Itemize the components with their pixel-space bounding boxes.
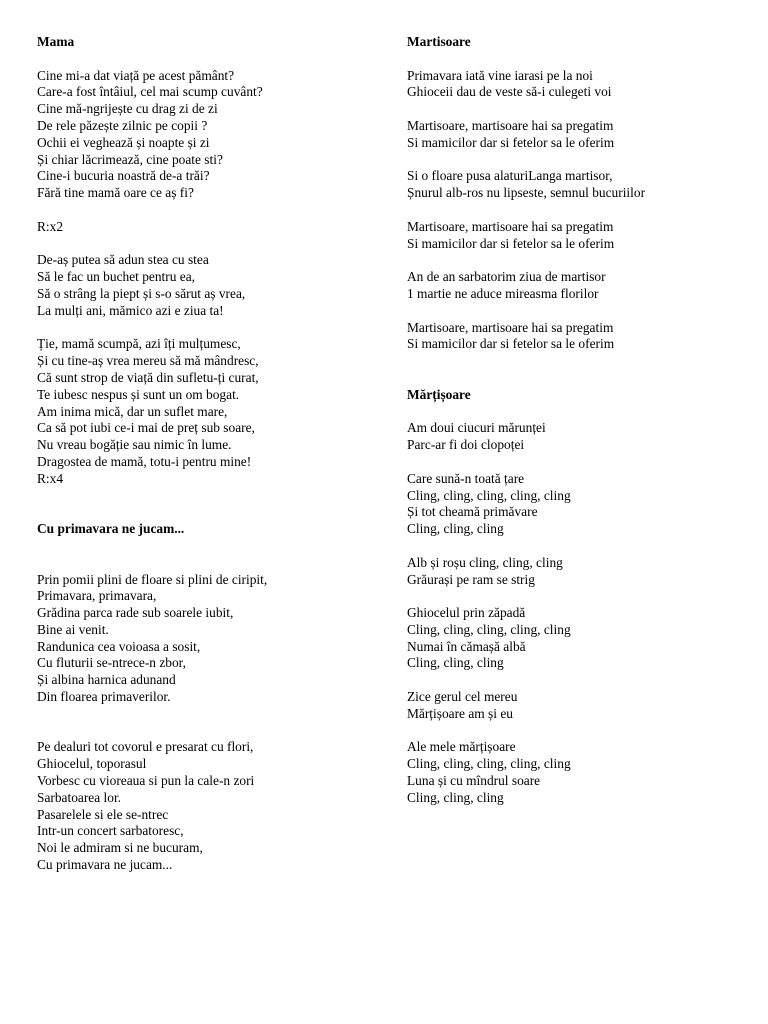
martisoare2-stanza: [407, 420, 752, 454]
poem-line: Parc-ar fi doi clopoței: [407, 437, 525, 453]
poem-title-primavara: Cu primavara ne jucam...: [37, 521, 185, 537]
poem-line: Am doui ciucuri mărunței: [407, 420, 546, 436]
martisoare-stanza: [407, 168, 752, 202]
poem-line: La mulți ani, mămico azi e ziua ta!: [37, 302, 224, 318]
poem-line: Și cu tine-aș vrea mereu să mă mândresc,: [37, 353, 259, 369]
martisoare-stanza: [407, 320, 752, 354]
poem-line: Nu vreau bogăție sau nimic în lume.: [37, 437, 232, 453]
poem-line: Intr-un concert sarbatoresc,: [37, 823, 184, 839]
poem-line: Grăurași pe ram se strig: [407, 571, 535, 587]
mama-stanza-3: [37, 336, 382, 487]
poem-line: Zice gerul cel mereu: [407, 689, 518, 705]
martisoare-stanza: [407, 68, 752, 102]
poem-line: Am inima mică, dar un suflet mare,: [37, 403, 228, 419]
martisoare-stanza: [407, 219, 752, 253]
poem-line: Cling, cling, cling, cling, cling: [407, 487, 571, 503]
poem-line: Pe dealuri tot covorul e presarat cu flori,: [37, 739, 254, 755]
poem-line: Si mamicilor dar si fetelor sa le oferim: [407, 235, 615, 251]
poem-line: Cling, cling, cling, cling, cling: [407, 621, 571, 637]
poem-line: Prin pomii plini de floare si plini de ciripit,: [37, 571, 268, 587]
poem-line: Cu primavara ne jucam...: [37, 857, 173, 873]
right-column: [407, 34, 752, 807]
poem-title-mama: Mama: [37, 34, 75, 49]
poem-line: Sarbatoarea lor.: [37, 789, 122, 805]
primavara-stanza-2: [37, 739, 382, 873]
poem-line: Că sunt strop de viață din sufletu-ți curat,: [37, 369, 259, 385]
poem-line: Care sună-n toată țare: [407, 470, 525, 486]
martisoare2-stanza: [407, 471, 752, 538]
poem-line: De-aș putea să adun stea cu stea: [37, 252, 209, 268]
mama-stanza-1: [37, 68, 382, 202]
poem-line: Și tot cheamă primăvare: [407, 504, 538, 520]
poem-line: Cling, cling, cling: [407, 655, 504, 671]
poem-line: Noi le admiram si ne bucuram,: [37, 840, 203, 856]
poem-line: Luna și cu mîndrul soare: [407, 773, 541, 789]
poem-line: Numai în cămașă albă: [407, 638, 526, 654]
martisoare2-stanza: [407, 739, 752, 806]
poem-line: Martisoare, martisoare hai sa pregatim: [407, 117, 614, 133]
poem-line: Primavara iată vine iarasi pe la noi: [407, 67, 593, 83]
poem-line: Cine-i bucuria noastră de-a trăi?: [37, 168, 210, 184]
poem-line: 1 martie ne aduce mireasma florilor: [407, 285, 599, 301]
poem-line: Bine ai venit.: [37, 621, 109, 637]
poem-line: Ghioceii dau de veste să-i culegeti voi: [407, 84, 612, 100]
poem-line: Să le fac un buchet pentru ea,: [37, 269, 196, 285]
martisoare-stanza: [407, 118, 752, 152]
poem-line: Cu fluturii se-ntrece-n zbor,: [37, 655, 186, 671]
refrain-marker: R:x4: [37, 470, 64, 486]
poem-line: Cling, cling, cling: [407, 521, 504, 537]
left-column: [37, 34, 382, 874]
poem-line: Mărțișoare am și eu: [407, 705, 513, 721]
poem-line: Si o floare pusa alaturiLanga martisor,: [407, 168, 613, 184]
poem-line: Și chiar lăcrimează, cine poate sti?: [37, 151, 223, 167]
poem-line: Fără tine mamă oare ce aș fi?: [37, 185, 194, 201]
poem-line: Cine mi-a dat viață pe acest pământ?: [37, 67, 235, 83]
poem-line: Si mamicilor dar si fetelor sa le oferim: [407, 134, 615, 150]
poem-line: Cling, cling, cling, cling, cling: [407, 756, 571, 772]
poem-line: Ghiocelul, toporasul: [37, 756, 147, 772]
poem-line: Randunica cea voioasa a sosit,: [37, 638, 201, 654]
poem-line: Să o strâng la piept și s-o sărut aș vrea,: [37, 285, 246, 301]
poem-line: Ca să pot iubi ce-i mai de preț sub soare,: [37, 420, 255, 436]
martisoare2-stanza: [407, 689, 752, 723]
poem-line: De rele păzește zilnic pe copii ?: [37, 117, 208, 133]
poem-line: Martisoare, martisoare hai sa pregatim: [407, 319, 614, 335]
poem-line: Si mamicilor dar si fetelor sa le oferim: [407, 336, 615, 352]
poem-line: Și albina harnica adunand: [37, 672, 176, 688]
poem-line: Șnurul alb-ros nu lipseste, semnul bucuriilor: [407, 185, 646, 201]
poem-line: Alb și roșu cling, cling, cling: [407, 554, 563, 570]
poem-line: Ochii ei veghează și noapte și zi: [37, 134, 210, 150]
poem-line: Cine mă-ngrijește cu drag zi de zi: [37, 101, 218, 117]
poem-line: Te iubesc nespus și sunt un om bogat.: [37, 386, 240, 402]
poem-line: Dragostea de mamă, totu-i pentru mine!: [37, 453, 252, 469]
refrain-marker: R:x2: [37, 218, 64, 234]
poem-line: Martisoare, martisoare hai sa pregatim: [407, 218, 614, 234]
poem-line: Din floarea primaverilor.: [37, 689, 171, 705]
poem-line: Ghiocelul prin zăpadă: [407, 605, 526, 621]
poem-line: Vorbesc cu vioreaua si pun la cale-n zori: [37, 773, 255, 789]
primavara-stanza-1: [37, 572, 382, 706]
poem-line: Grădina parca rade sub soarele iubit,: [37, 605, 234, 621]
martisoare2-stanza: [407, 555, 752, 589]
martisoare2-stanza: [407, 605, 752, 672]
poem-line: Primavara, primavara,: [37, 588, 157, 604]
poem-line: An de an sarbatorim ziua de martisor: [407, 269, 606, 285]
poem-line: Cling, cling, cling: [407, 789, 504, 805]
poem-line: Ale mele mărțișoare: [407, 739, 516, 755]
poem-title-martisoare: Martisoare: [407, 34, 471, 49]
poem-line: Care-a fost întâiul, cel mai scump cuvânt?: [37, 84, 263, 100]
martisoare-stanza: [407, 269, 752, 303]
poem-line: Pasarelele si ele se-ntrec: [37, 806, 169, 822]
poem-title-martisoare-2: Mărțișoare: [407, 386, 471, 402]
poem-line: Ție, mamă scumpă, azi îți mulțumesc,: [37, 336, 241, 352]
mama-stanza-2: [37, 252, 382, 319]
